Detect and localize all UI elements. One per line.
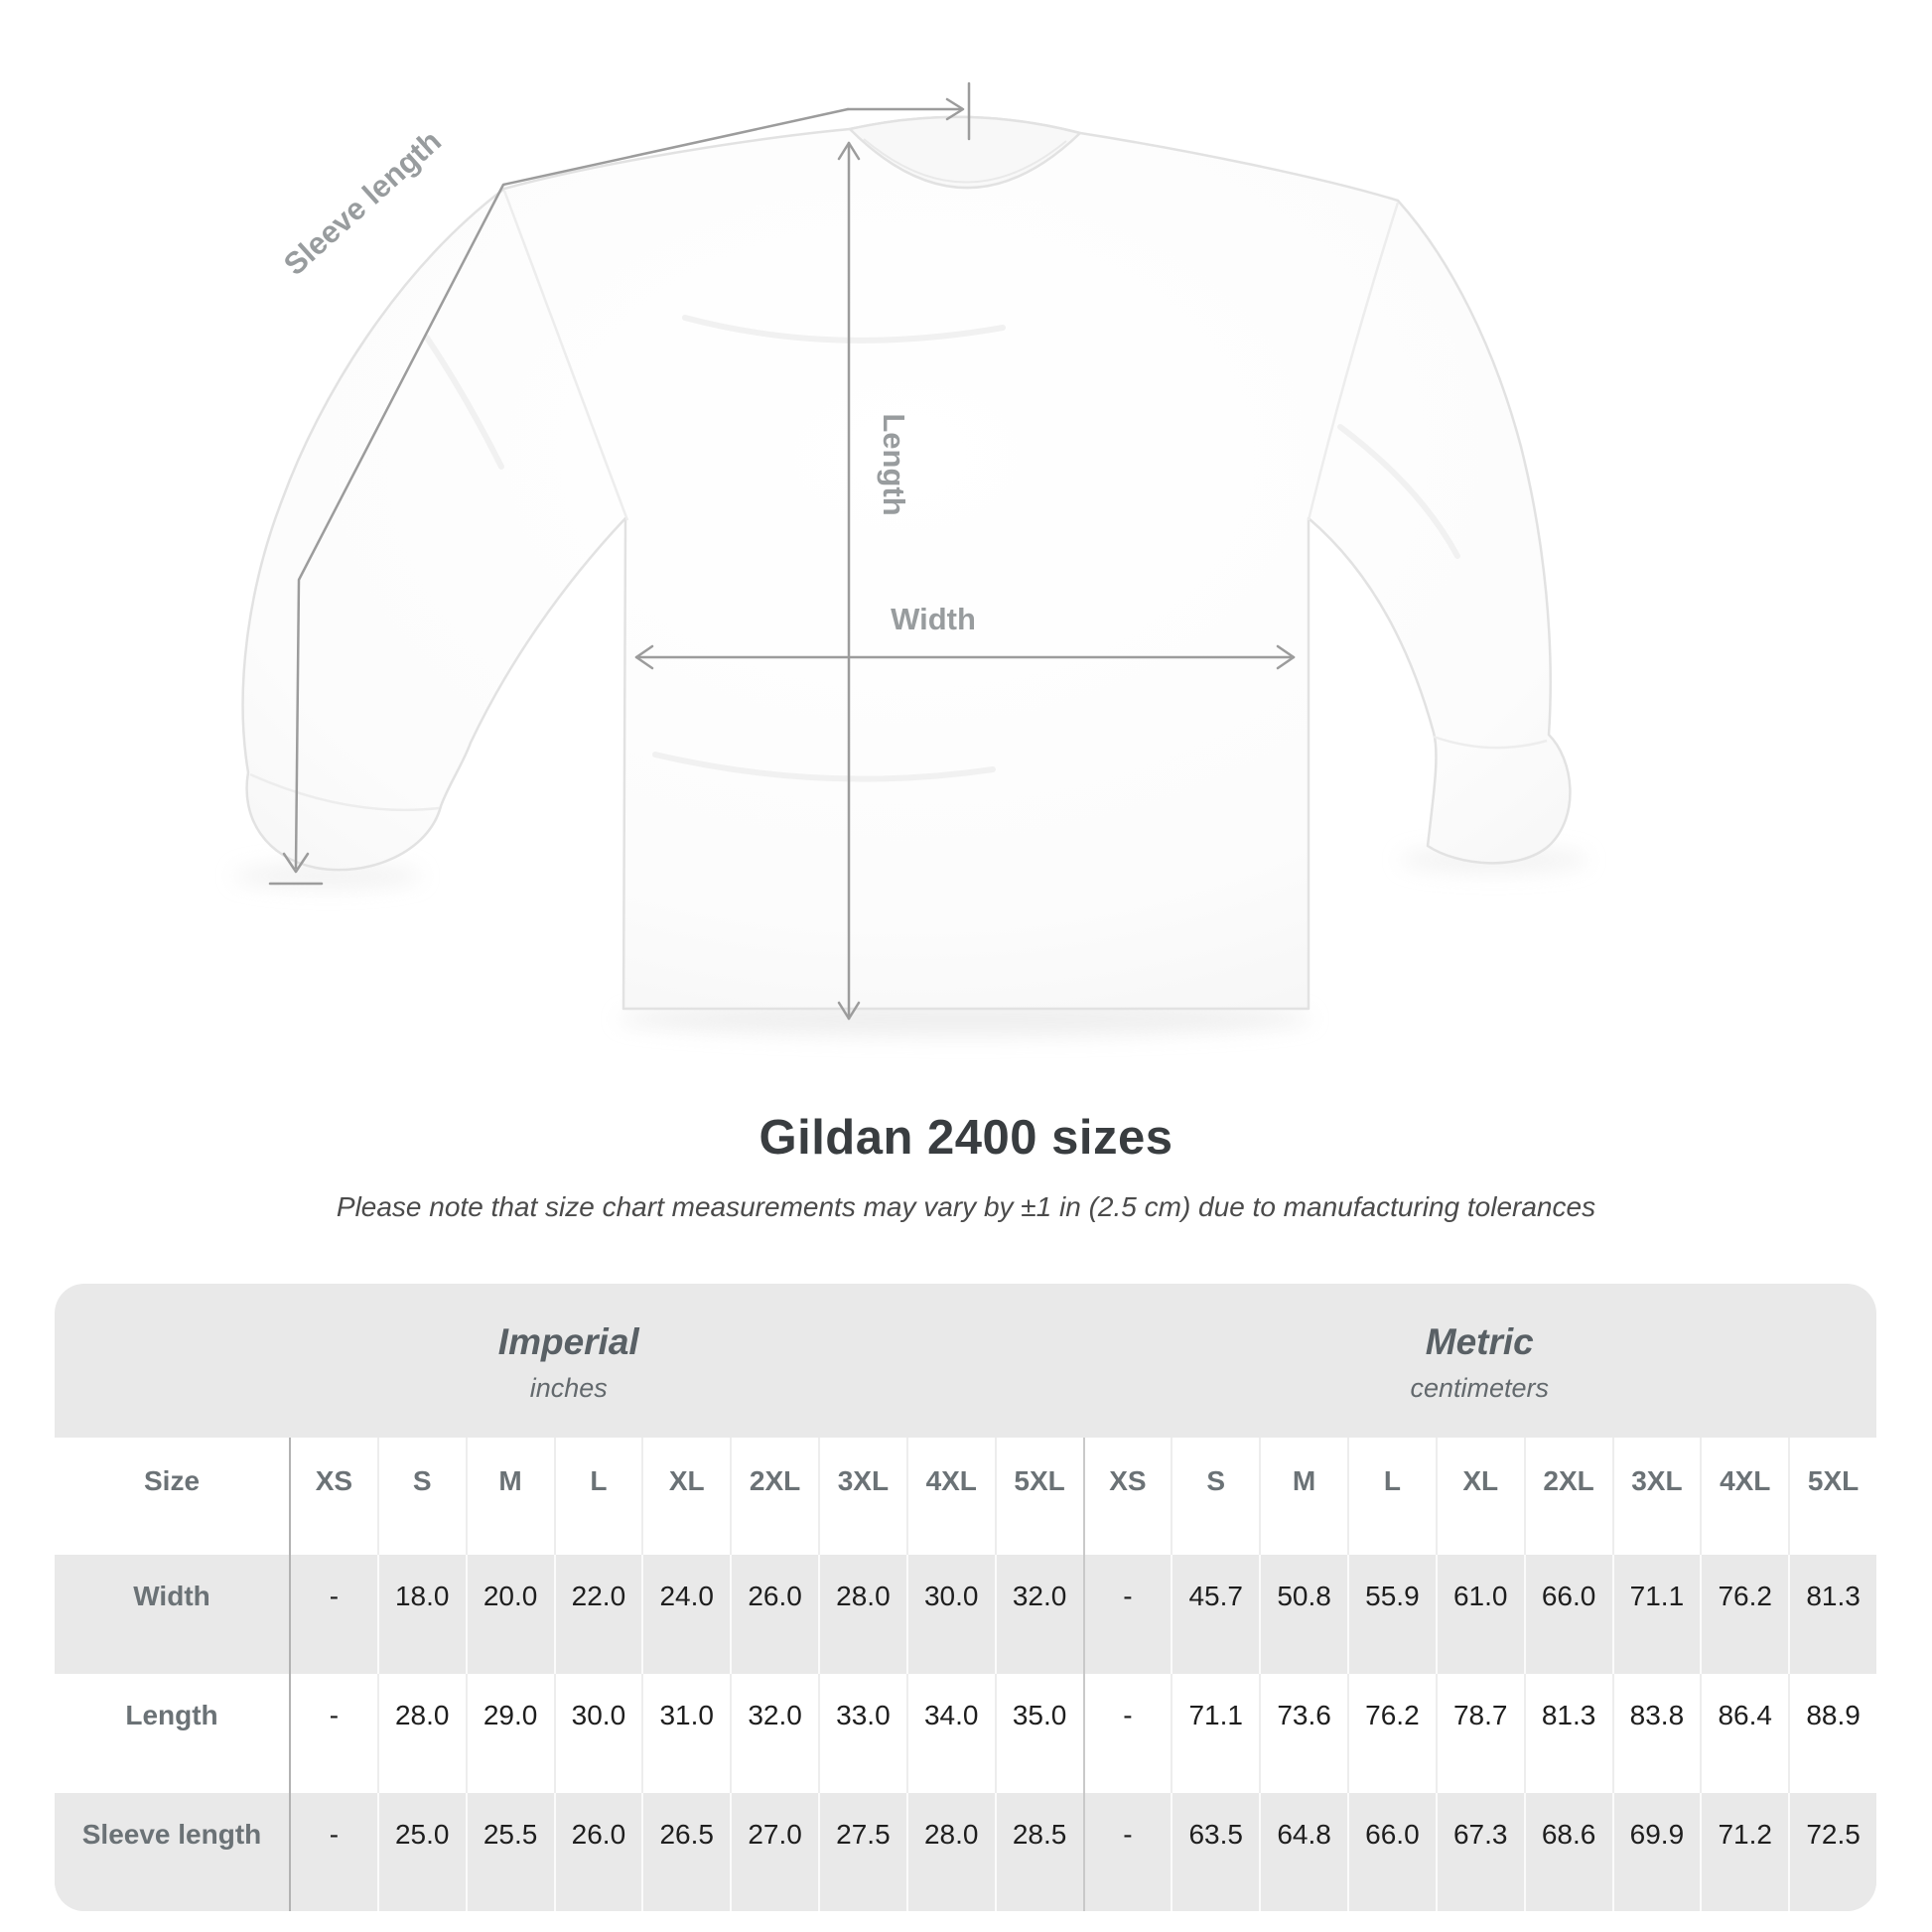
cell-width-metric-5xl: 81.3: [1788, 1555, 1876, 1674]
cell-width-imperial-l: 22.0: [554, 1555, 642, 1674]
cell-length-metric-3xl: 83.8: [1612, 1674, 1701, 1793]
cell-length-metric-5xl: 88.9: [1788, 1674, 1876, 1793]
cell-width-metric-2xl: 66.0: [1524, 1555, 1612, 1674]
cell-width-imperial-m: 20.0: [466, 1555, 554, 1674]
size-header-metric-s: S: [1171, 1438, 1259, 1555]
size-header-metric-3xl: 3XL: [1612, 1438, 1701, 1555]
cell-width-imperial-3xl: 28.0: [818, 1555, 906, 1674]
cell-length-imperial-3xl: 33.0: [818, 1674, 906, 1793]
cell-length-imperial-2xl: 32.0: [730, 1674, 818, 1793]
imperial-label: Imperial: [497, 1321, 639, 1362]
cell-sleeve-length-metric-xl: 67.3: [1436, 1793, 1524, 1911]
cell-sleeve-length-imperial-xl: 26.5: [641, 1793, 730, 1911]
cell-length-metric-s: 71.1: [1171, 1674, 1259, 1793]
cell-sleeve-length-metric-m: 64.8: [1259, 1793, 1347, 1911]
cell-length-metric-l: 76.2: [1347, 1674, 1436, 1793]
cell-width-metric-s: 45.7: [1171, 1555, 1259, 1674]
imperial-unit-label: inches: [529, 1373, 608, 1403]
size-header-metric-4xl: 4XL: [1700, 1438, 1788, 1555]
cell-width-metric-3xl: 71.1: [1612, 1555, 1701, 1674]
cell-width-imperial-xs: -: [289, 1555, 377, 1674]
size-header-imperial-xs: XS: [289, 1438, 377, 1555]
size-header-imperial-m: M: [466, 1438, 554, 1555]
size-header-metric-m: M: [1259, 1438, 1347, 1555]
metric-group-header: [1083, 1284, 1877, 1438]
size-column-header: Size: [55, 1438, 289, 1555]
cell-width-imperial-4xl: 30.0: [906, 1555, 995, 1674]
width-label: Width: [891, 602, 976, 636]
cell-width-metric-m: 50.8: [1259, 1555, 1347, 1674]
tolerance-note: Please note that size chart measurements may vary by ±1 in (2.5 cm) due to manufacturing tolerances: [336, 1191, 1596, 1222]
metric-unit-label: centimeters: [1410, 1373, 1550, 1403]
size-header-metric-xl: XL: [1436, 1438, 1524, 1555]
imperial-group-header: [55, 1284, 1083, 1438]
cell-length-metric-2xl: 81.3: [1524, 1674, 1612, 1793]
page-title: Gildan 2400 sizes: [759, 1111, 1173, 1165]
cell-sleeve-length-imperial-2xl: 27.0: [730, 1793, 818, 1911]
cell-sleeve-length-imperial-5xl: 28.5: [995, 1793, 1083, 1911]
cell-width-imperial-xl: 24.0: [641, 1555, 730, 1674]
row-label-sleeve-length: Sleeve length: [55, 1793, 289, 1911]
size-header-imperial-s: S: [377, 1438, 466, 1555]
shirt-illustration: [243, 117, 1571, 1009]
cell-length-imperial-4xl: 34.0: [906, 1674, 995, 1793]
cell-length-metric-4xl: 86.4: [1700, 1674, 1788, 1793]
size-header-imperial-2xl: 2XL: [730, 1438, 818, 1555]
cell-sleeve-length-metric-xs: -: [1083, 1793, 1172, 1911]
cell-width-imperial-s: 18.0: [377, 1555, 466, 1674]
cell-length-imperial-m: 29.0: [466, 1674, 554, 1793]
cell-sleeve-length-metric-5xl: 72.5: [1788, 1793, 1876, 1911]
cell-sleeve-length-imperial-4xl: 28.0: [906, 1793, 995, 1911]
row-label-length: Length: [55, 1674, 289, 1793]
cell-sleeve-length-metric-2xl: 68.6: [1524, 1793, 1612, 1911]
size-header-metric-5xl: 5XL: [1788, 1438, 1876, 1555]
length-label: Length: [877, 413, 911, 516]
cell-width-imperial-5xl: 32.0: [995, 1555, 1083, 1674]
size-header-imperial-3xl: 3XL: [818, 1438, 906, 1555]
size-header-metric-xs: XS: [1083, 1438, 1172, 1555]
sleeve-length-label: Sleeve length: [277, 123, 448, 283]
cell-length-imperial-s: 28.0: [377, 1674, 466, 1793]
cell-sleeve-length-metric-3xl: 69.9: [1612, 1793, 1701, 1911]
metric-label: Metric: [1425, 1321, 1534, 1362]
cell-width-metric-l: 55.9: [1347, 1555, 1436, 1674]
cell-sleeve-length-imperial-m: 25.5: [466, 1793, 554, 1911]
cell-sleeve-length-metric-l: 66.0: [1347, 1793, 1436, 1911]
cell-width-metric-4xl: 76.2: [1700, 1555, 1788, 1674]
size-header-imperial-4xl: 4XL: [906, 1438, 995, 1555]
cell-sleeve-length-imperial-xs: -: [289, 1793, 377, 1911]
size-header-imperial-l: L: [554, 1438, 642, 1555]
size-header-imperial-xl: XL: [641, 1438, 730, 1555]
cell-sleeve-length-imperial-s: 25.0: [377, 1793, 466, 1911]
cell-length-imperial-l: 30.0: [554, 1674, 642, 1793]
cell-sleeve-length-metric-s: 63.5: [1171, 1793, 1259, 1911]
size-header-imperial-5xl: 5XL: [995, 1438, 1083, 1555]
cell-length-metric-xl: 78.7: [1436, 1674, 1524, 1793]
cell-sleeve-length-imperial-l: 26.0: [554, 1793, 642, 1911]
size-header-metric-l: L: [1347, 1438, 1436, 1555]
size-table: [55, 1284, 1876, 1911]
cell-length-imperial-xs: -: [289, 1674, 377, 1793]
cell-length-metric-xs: -: [1083, 1674, 1172, 1793]
cell-width-imperial-2xl: 26.0: [730, 1555, 818, 1674]
cell-sleeve-length-metric-4xl: 71.2: [1700, 1793, 1788, 1911]
row-label-width: Width: [55, 1555, 289, 1674]
cell-length-imperial-5xl: 35.0: [995, 1674, 1083, 1793]
cell-sleeve-length-imperial-3xl: 27.5: [818, 1793, 906, 1911]
cell-length-metric-m: 73.6: [1259, 1674, 1347, 1793]
size-header-metric-2xl: 2XL: [1524, 1438, 1612, 1555]
cell-width-metric-xl: 61.0: [1436, 1555, 1524, 1674]
cell-width-metric-xs: -: [1083, 1555, 1172, 1674]
cell-length-imperial-xl: 31.0: [641, 1674, 730, 1793]
